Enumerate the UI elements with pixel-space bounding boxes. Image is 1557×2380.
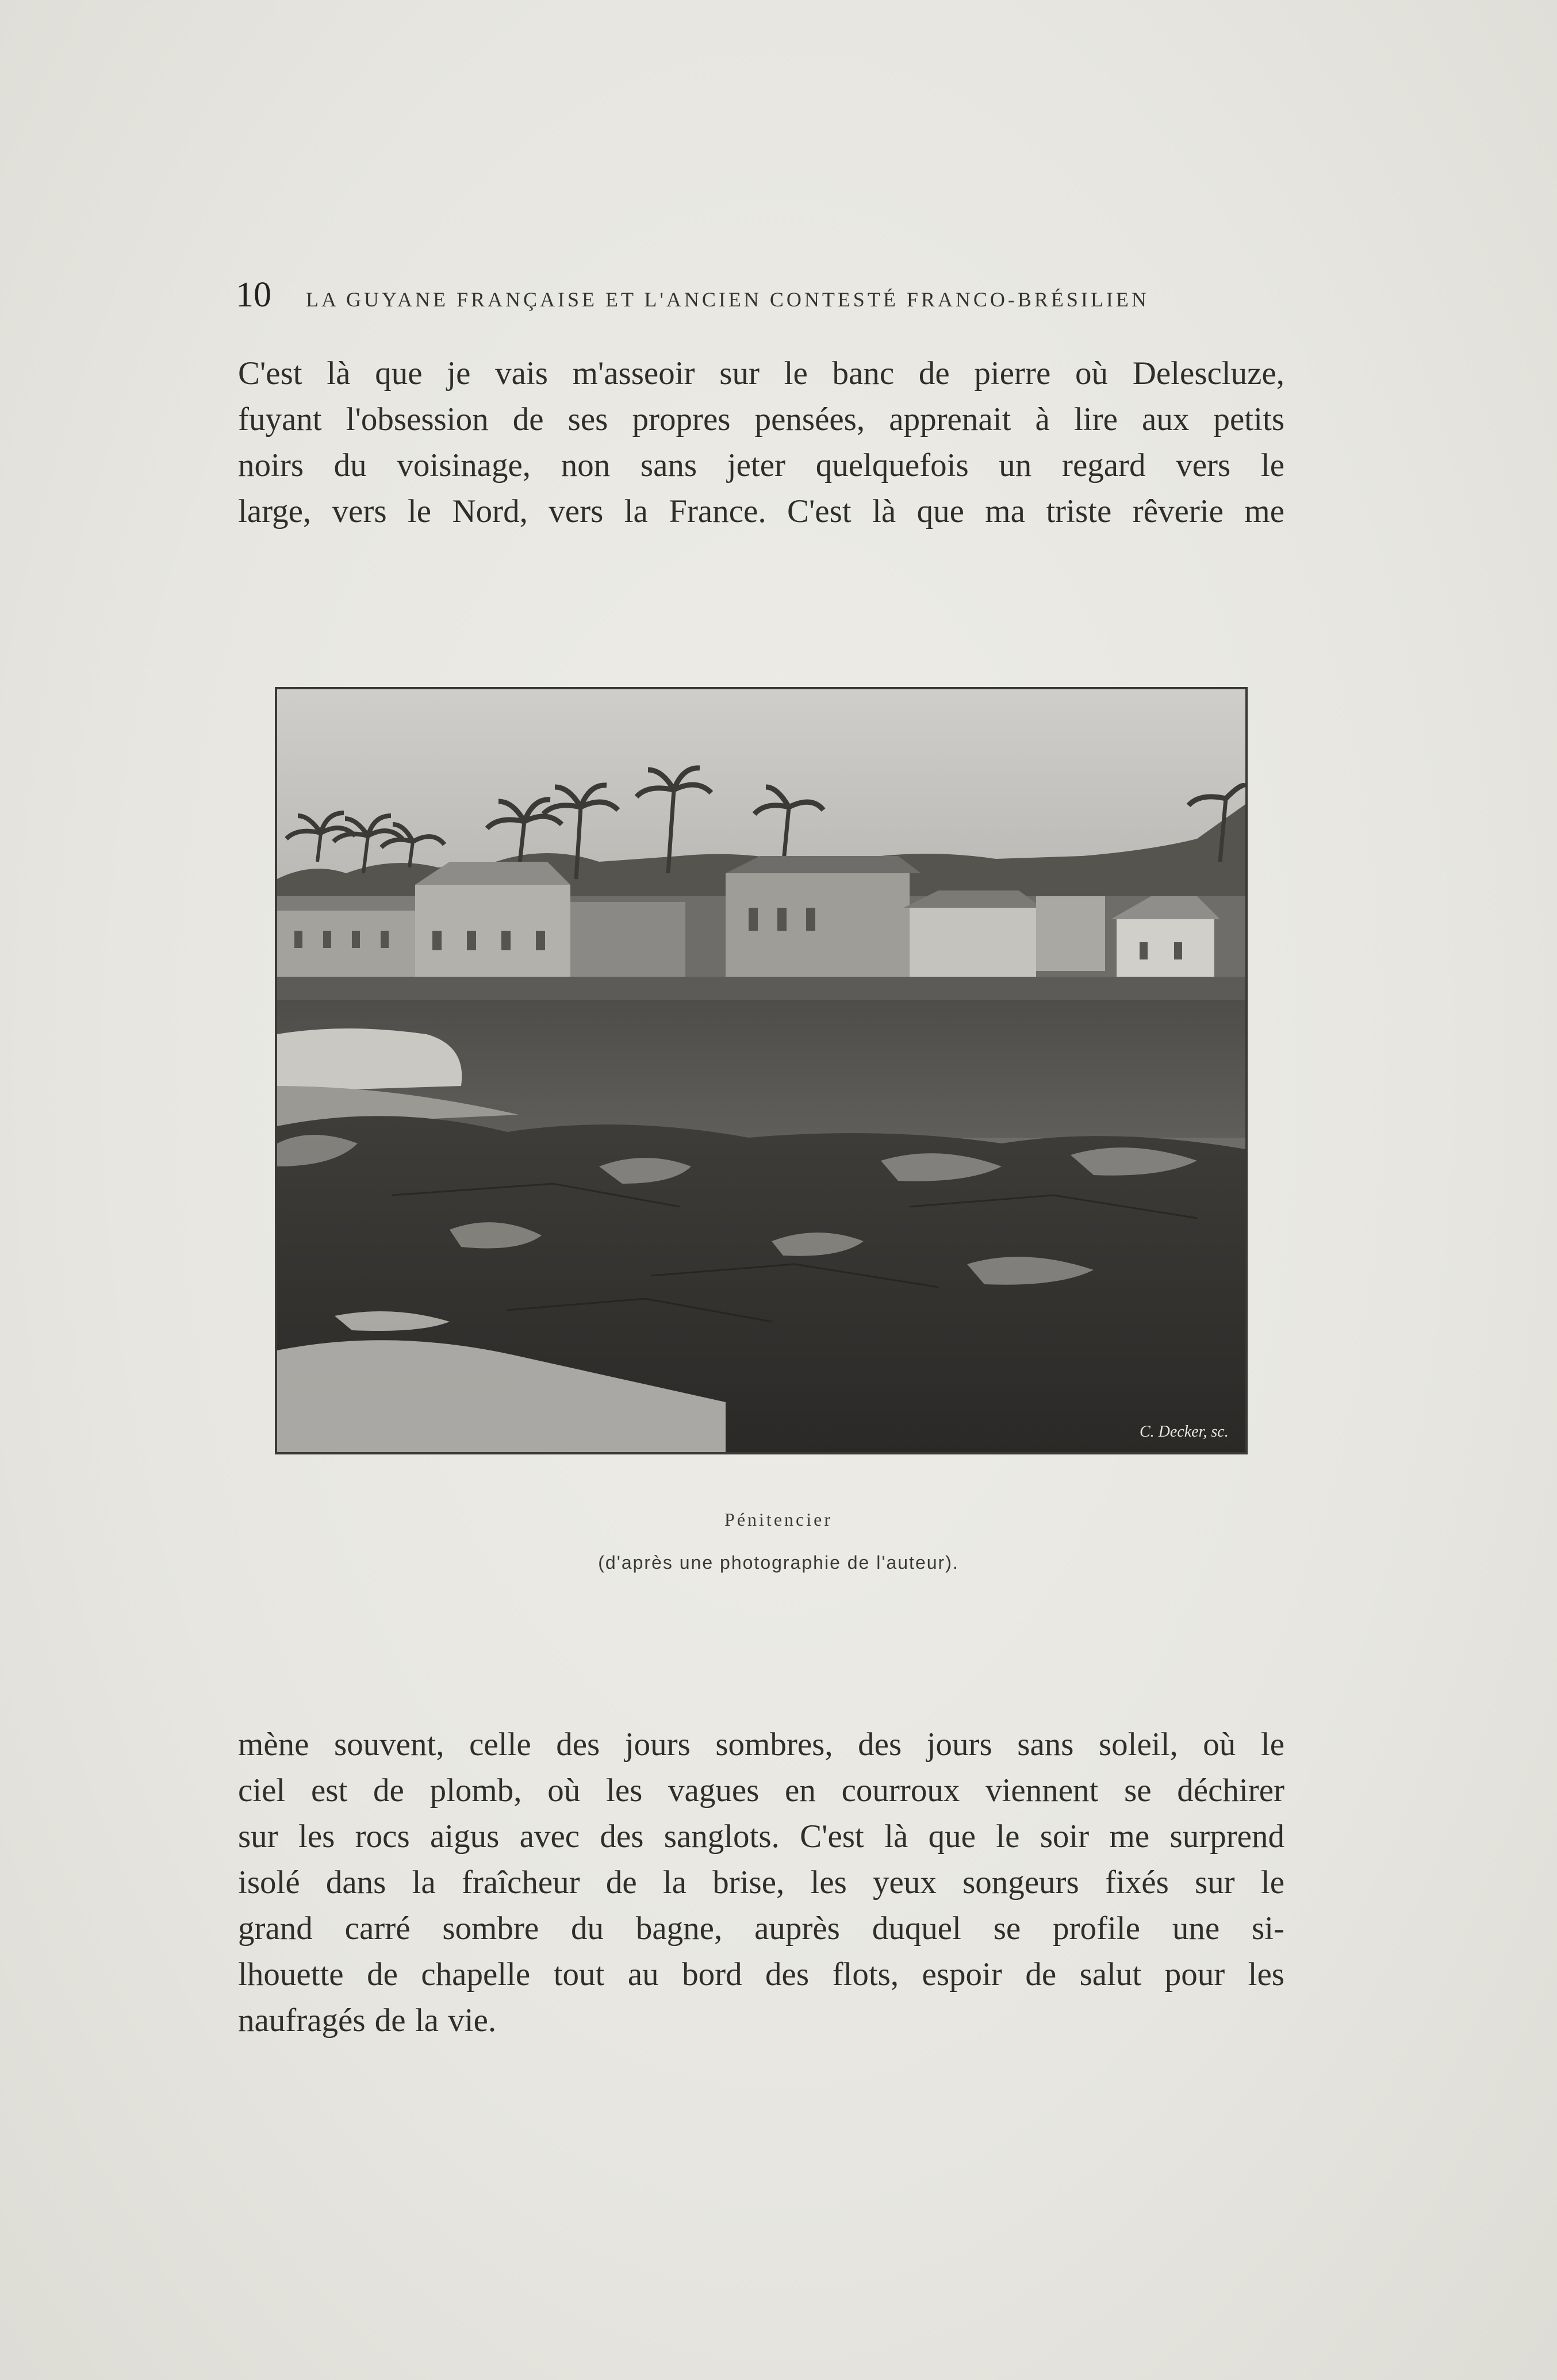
text-line: noirs du voisinage, non sans jeter quelquefois un regard vers le [238,447,1284,483]
figure-caption-title: Pénitencier [724,1509,833,1530]
running-head-title: LA GUYANE FRANÇAISE ET L'ANCIEN CONTESTÉ FRANCO-BRÉSILIEN [306,288,1149,311]
page-number: 10 [236,275,271,314]
engraver-signature: C. Decker, sc. [1140,1423,1229,1441]
paragraph-bottom [238,1722,1284,2044]
text-line: sur les rocs aigus avec des sanglots. C'est là que le soir me surprend [238,1818,1284,1855]
running-head [236,275,1294,321]
photograph-illustration [277,689,1245,1452]
figure-caption-subtitle: (d'après une photographie de l'auteur). [598,1552,959,1573]
text-line: fuyant l'obsession de ses propres pensées, apprenait à lire aux petits [238,401,1284,437]
paragraph-top [238,351,1284,535]
penitentiary-photograph [275,687,1248,1454]
text-line: ciel est de plomb, où les vagues en courroux viennent se déchirer [238,1772,1284,1809]
text-line: mène souvent, celle des jours sombres, des jours sans soleil, où le [238,1726,1284,1763]
text-line: naufragés de la vie. [238,2002,497,2039]
text-line: C'est là que je vais m'asseoir sur le banc de pierre où Delescluze, [238,355,1284,391]
text-line: large, vers le Nord, vers la France. C'est là que ma triste rêverie me [238,493,1284,529]
text-line: grand carré sombre du bagne, auprès duquel se profile une si- [238,1910,1284,1947]
text-line: isolé dans la fraîcheur de la brise, les yeux songeurs fixés sur le [238,1864,1284,1901]
text-line: lhouette de chapelle tout au bord des flots, espoir de salut pour les [238,1956,1284,1993]
